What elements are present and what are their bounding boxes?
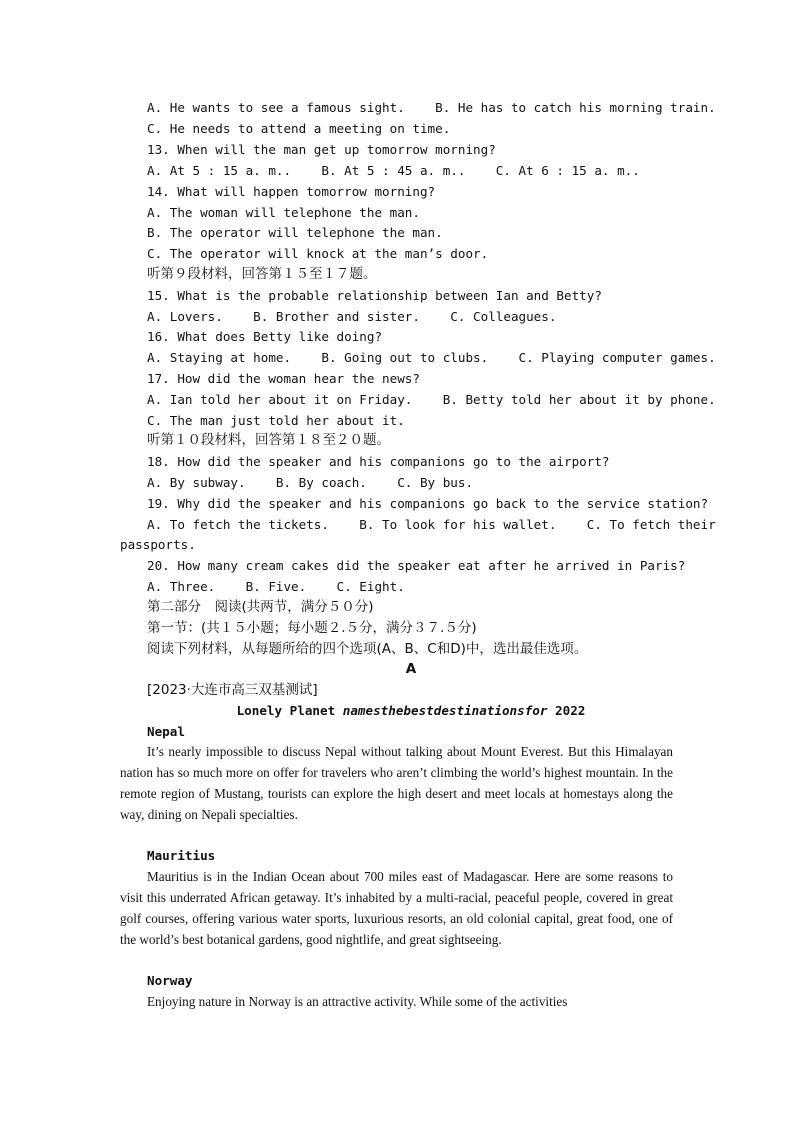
passage-title (14, 703, 794, 719)
question-13-options: A. At 5 : 15 a. m.. B. At 5 : 45 a. m.. C. At 6 : 15 a. m.. (147, 163, 640, 178)
question-18-options: A. By subway. B. By coach. C. By bus. (147, 475, 474, 490)
part-two-heading: 第二部分 阅读(共两节，满分５０分) (147, 599, 374, 615)
question-15-options: A. Lovers. B. Brother and sister. C. Colleagues. (147, 309, 557, 324)
title-part-2: namesthebestdestinationsfor (342, 703, 548, 718)
passage-label: A (405, 661, 417, 677)
question-20-options: A. Three. B. Five. C. Eight. (147, 579, 405, 594)
question-14-option-c: C. The operator will knock at the man’s door. (147, 246, 489, 261)
question-14: 14. What will happen tomorrow morning? (147, 184, 436, 199)
nepal-heading: Nepal (147, 724, 185, 739)
reading-instruction: 阅读下列材料，从每题所给的四个选项(A、B、C和D)中，选出最佳选项。 (147, 641, 588, 657)
nepal-paragraph: It’s nearly impossible to discuss Nepal without talking about Mount Everest. But this Himalayan nation has so much more on offer for travelers who aren’t climbing the world’s highest mountain. In the remote region of Mustang, tourists can explore the high desert and meet locals at homestays along the way, dining on Nepali specialties. (120, 744, 673, 822)
section-one-heading: 第一节：(共１５小题；每小题２.５分，满分３７.５分) (147, 620, 477, 636)
question-14-option-a: A. The woman will telephone the man. (147, 205, 420, 220)
question-16-options: A. Staying at home. B. Going out to clubs. C. Playing computer games. (147, 350, 716, 365)
question-13: 13. When will the man get up tomorrow morning? (147, 142, 496, 157)
norway-heading: Norway (147, 973, 193, 988)
question-19-options: A. To fetch the tickets. B. To look for his wallet. C. To fetch their (147, 517, 716, 532)
question-14-option-b: B. The operator will telephone the man. (147, 225, 443, 240)
question-12-options-ab: A. He wants to see a famous sight. B. He has to catch his morning train. (147, 100, 716, 115)
question-12-option-c: C. He needs to attend a meeting on time. (147, 121, 451, 136)
mauritius-paragraph: Mauritius is in the Indian Ocean about 700 miles east of Madagascar. Here are some reasons to visit this underrated African getaway. It’s inhabited by a multi-racial, peaceful people, covered in great golf courses, offering various water sports, luxurious resorts, an old colonial capital, great food, one of the world’s best botanical gardens, good nightlife, and great sightseeing. (120, 869, 673, 947)
title-part-3: 2022 (547, 703, 586, 718)
question-19: 19. Why did the speaker and his companions go back to the service station? (147, 496, 709, 511)
mauritius-heading: Mauritius (147, 848, 216, 863)
question-17-option-c: C. The man just told her about it. (147, 413, 405, 428)
question-20: 20. How many cream cakes did the speaker eat after he arrived in Paris? (147, 558, 686, 573)
title-part-1: Lonely Planet (236, 703, 343, 718)
question-17-options-ab: A. Ian told her about it on Friday. B. Betty told her about it by phone. (147, 392, 716, 407)
passage-source: [2023·大连市高三双基测试] (147, 682, 318, 698)
question-16: 16. What does Betty like doing? (147, 329, 383, 344)
norway-paragraph: Enjoying nature in Norway is an attractive activity. While some of the activities (147, 994, 568, 1009)
question-17: 17. How did the woman hear the news? (147, 371, 420, 386)
instruction-material-9: 听第９段材料，回答第１５至１７题。 (147, 266, 377, 282)
question-18: 18. How did the speaker and his companions go to the airport? (147, 454, 610, 469)
question-19-options-wrap: passports. (120, 537, 196, 552)
instruction-material-10: 听第１０段材料，回答第１８至２０题。 (147, 432, 390, 448)
question-15: 15. What is the probable relationship between Ian and Betty? (147, 288, 602, 303)
